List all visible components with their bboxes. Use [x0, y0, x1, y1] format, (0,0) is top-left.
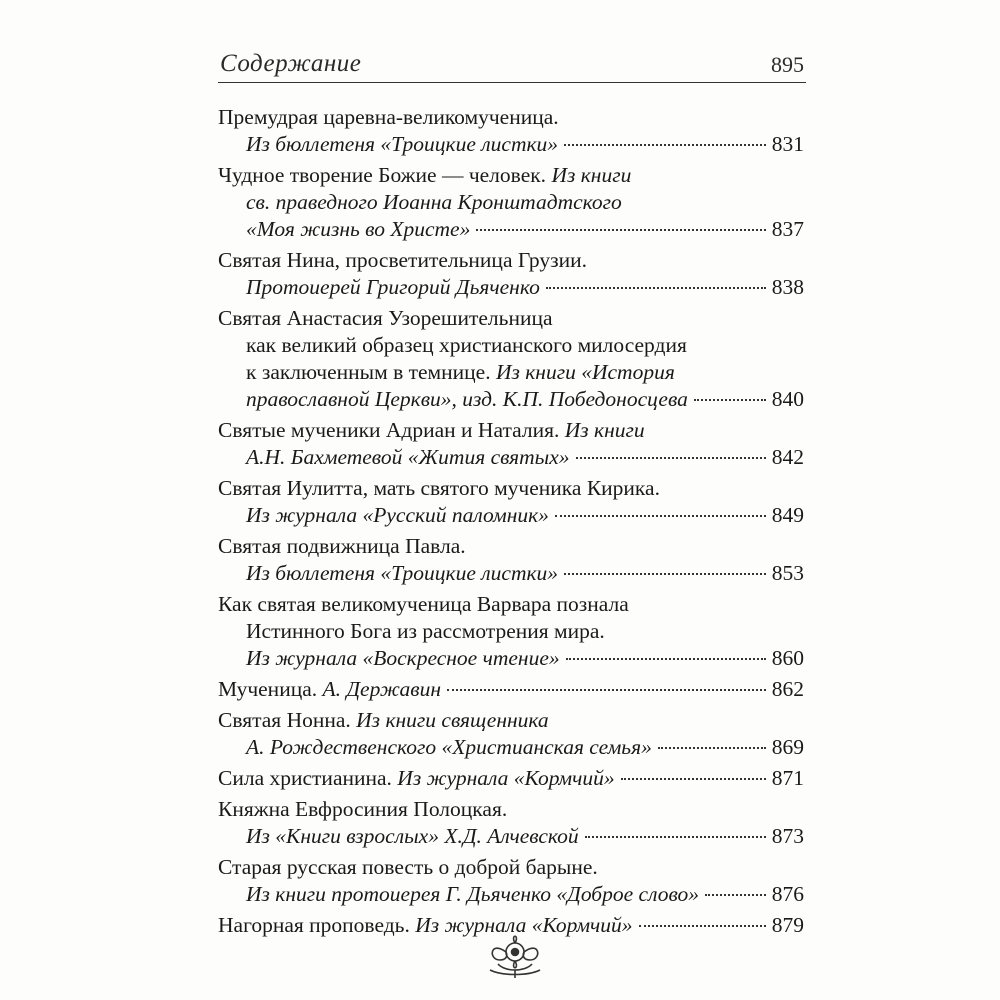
toc-line: [218, 386, 804, 413]
toc-line: [218, 104, 804, 131]
dot-leader: [658, 747, 766, 749]
entry-source: Из книги протоиерея Г. Дьяченко «Доброе слово»: [246, 882, 700, 906]
entry-title: Как святая великомученица Варвара познала: [218, 592, 629, 616]
dot-leader: [546, 287, 766, 289]
entry-title: Истинного Бога из рассмотрения мира.: [246, 619, 605, 643]
toc-line: [218, 444, 804, 471]
entry-source: А. Рождественского «Христианская семья»: [246, 735, 652, 759]
toc-line: [218, 305, 804, 332]
entry-title: Сила христианина.: [218, 766, 398, 790]
toc-line: [218, 189, 804, 216]
entry-source: Из книги: [551, 163, 632, 187]
entry-page-number: 840: [771, 387, 804, 411]
toc-line: [218, 216, 804, 243]
entry-source: Из «Книги взрослых» Х.Д. Алчевской: [246, 824, 579, 848]
entry-page-number: 853: [771, 561, 804, 585]
entry-source: «Моя жизнь во Христе»: [246, 217, 471, 241]
toc-line: [218, 854, 804, 881]
toc-line: [218, 560, 804, 587]
entry-page-number: 862: [771, 677, 804, 701]
toc-entry: [218, 676, 804, 703]
entry-title: Княжна Евфросиния Полоцкая.: [218, 797, 508, 821]
entry-source: Из бюллетеня «Троицкие листки»: [246, 561, 559, 585]
entry-source: Из журнала «Кормчий»: [397, 766, 615, 790]
toc-line: [218, 332, 804, 359]
entry-page-number: 849: [771, 503, 804, 527]
toc-entry: [218, 162, 804, 243]
entry-page-number: 873: [771, 824, 804, 848]
entry-title: Мученица.: [218, 677, 323, 701]
toc-line: [218, 591, 804, 618]
toc-line: [218, 131, 804, 158]
toc-line: [218, 533, 804, 560]
entry-source: Из книги «История: [495, 360, 675, 384]
entry-page-number: 838: [771, 275, 804, 299]
entry-page-number: 869: [771, 735, 804, 759]
entry-page-number: 879: [771, 913, 804, 937]
entry-title: Старая русская повесть о доброй барыне.: [218, 855, 598, 879]
toc-line: [218, 618, 804, 645]
entry-source: православной Церкви», изд. К.П. Победоносцева: [246, 387, 688, 411]
entry-source: А. Державин: [322, 677, 442, 701]
entry-page-number: 842: [771, 445, 804, 469]
dot-leader: [566, 658, 766, 660]
toc-line: [218, 274, 804, 301]
dot-leader: [694, 399, 766, 401]
entry-title: Святая Анастасия Узорешительница: [218, 306, 553, 330]
entry-page-number: 831: [771, 132, 804, 156]
toc-line: [218, 359, 804, 386]
entry-title: к заключенным в темнице.: [246, 360, 496, 384]
entry-source: св. праведного Иоанна Кронштадтского: [246, 190, 622, 214]
dot-leader: [639, 925, 766, 927]
toc-line: [218, 765, 804, 792]
toc-line: [218, 162, 804, 189]
dot-leader: [564, 573, 766, 575]
entry-title: Святая Иулитта, мать святого мученика Кирика.: [218, 476, 660, 500]
toc-entry: [218, 765, 804, 792]
toc-entry: [218, 591, 804, 672]
entry-page-number: 837: [771, 217, 804, 241]
header-page-number: 895: [771, 52, 804, 77]
toc-line: [218, 676, 804, 703]
toc-line: [218, 707, 804, 734]
floral-ornament-icon: [480, 930, 550, 980]
entry-source: Из книги священника: [356, 708, 549, 732]
toc-entry: [218, 796, 804, 850]
toc-entry: [218, 247, 804, 301]
entry-title: Нагорная проповедь.: [218, 913, 416, 937]
dot-leader: [585, 836, 766, 838]
entry-source: Из журнала «Кормчий»: [415, 913, 633, 937]
entry-title: как великий образец христианского милосердия: [246, 333, 687, 357]
dot-leader: [705, 894, 766, 896]
toc-line: [218, 734, 804, 761]
entry-source: Протоиерей Григорий Дьяченко: [246, 275, 540, 299]
entry-source: Из журнала «Воскресное чтение»: [246, 646, 560, 670]
entry-title: Премудрая царевна-великомученица.: [218, 105, 559, 129]
toc-entry: [218, 854, 804, 908]
dot-leader: [576, 457, 766, 459]
entry-title: Святая подвижница Павла.: [218, 534, 466, 558]
running-header: [218, 48, 806, 82]
toc-entry: [218, 707, 804, 761]
entry-page-number: 876: [771, 882, 804, 906]
toc-line: [218, 247, 804, 274]
table-of-contents: [218, 104, 804, 943]
dot-leader: [564, 144, 766, 146]
entry-title: Святая Нина, просветительница Грузии.: [218, 248, 588, 272]
toc-line: [218, 823, 804, 850]
dot-leader: [555, 515, 766, 517]
toc-entry: [218, 305, 804, 413]
toc-line: [218, 475, 804, 502]
entry-title: Святые мученики Адриан и Наталия.: [218, 418, 565, 442]
toc-line: [218, 796, 804, 823]
entry-title: Чудное творение Божие — человек.: [218, 163, 552, 187]
entry-source: Из журнала «Русский паломник»: [246, 503, 549, 527]
entry-title: Святая Нонна.: [218, 708, 357, 732]
toc-line: [218, 417, 804, 444]
dot-leader: [476, 229, 765, 231]
entry-source: А.Н. Бахметевой «Жития святых»: [246, 445, 570, 469]
entry-page-number: 871: [771, 766, 804, 790]
toc-entry: [218, 533, 804, 587]
toc-entry: [218, 104, 804, 158]
toc-entry: [218, 475, 804, 529]
toc-line: [218, 502, 804, 529]
dot-leader: [447, 689, 766, 691]
entry-source: Из бюллетеня «Троицкие листки»: [246, 132, 559, 156]
toc-entry: [218, 417, 804, 471]
toc-line: [218, 881, 804, 908]
entry-source: Из книги: [564, 418, 645, 442]
header-title: Содержание: [220, 50, 362, 77]
toc-line: [218, 645, 804, 672]
header-rule: [218, 82, 806, 83]
entry-page-number: 860: [771, 646, 804, 670]
dot-leader: [621, 778, 766, 780]
